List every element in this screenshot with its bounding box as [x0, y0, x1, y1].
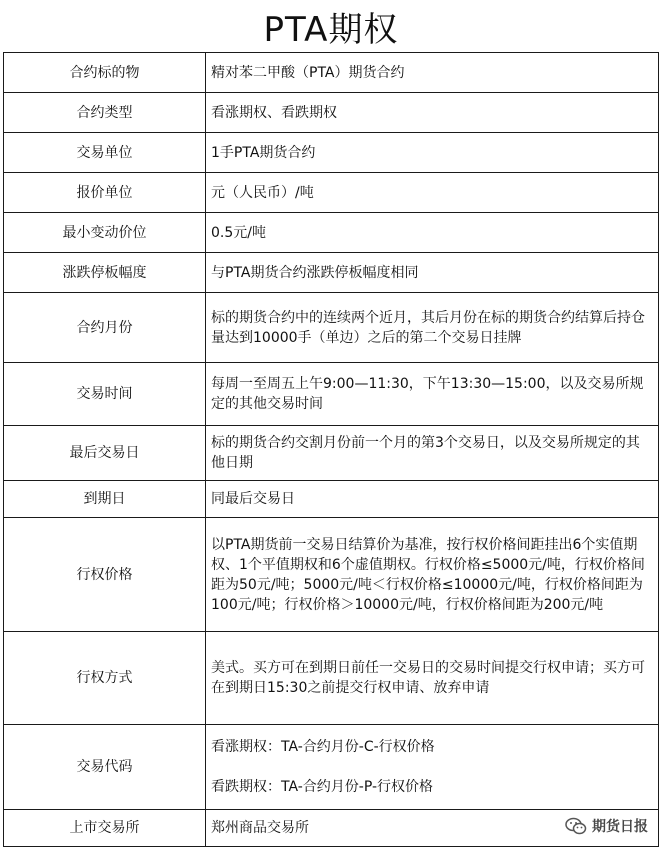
row-value: 标的期货合约交割月份前一个月的第3个交易日，以及交易所规定的其他日期 [206, 426, 659, 481]
table-row [4, 518, 659, 632]
row-value: 0.5元/吨 [206, 213, 659, 253]
row-label: 行权方式 [4, 632, 206, 725]
table-row [4, 293, 659, 363]
row-value: 看涨期权、看跌期权 [206, 93, 659, 133]
row-value: 同最后交易日 [206, 481, 659, 518]
row-value: 郑州商品交易所 [206, 810, 659, 847]
row-label: 行权价格 [4, 518, 206, 632]
row-value: 1手PTA期货合约 [206, 133, 659, 173]
row-value: 以PTA期货前一交易日结算价为基准，按行权价格间距挂出6个实值期权、1个平值期权和6个虚值期权。行权价格≤5000元/吨，行权价格间距为50元/吨；5000元/吨＜行权价格≤10000元/吨，行权价格间距为100元/吨；行权价格＞10000元/吨，行权价格间距为200元/吨 [206, 518, 659, 632]
table-row [4, 133, 659, 173]
table-row [4, 173, 659, 213]
row-label: 最小变动价位 [4, 213, 206, 253]
table-row [4, 632, 659, 725]
row-value: 与PTA期货合约涨跌停板幅度相同 [206, 253, 659, 293]
table-row [4, 213, 659, 253]
call-code-text: 看涨期权：TA-合约月份-C-行权价格 [211, 739, 435, 755]
table-row [4, 363, 659, 426]
wechat-icon [565, 817, 587, 835]
table-row [4, 810, 659, 847]
table-row [4, 253, 659, 293]
row-label: 交易单位 [4, 133, 206, 173]
row-label: 上市交易所 [4, 810, 206, 847]
table-row [4, 93, 659, 133]
row-label: 交易代码 [4, 725, 206, 810]
table-row [4, 481, 659, 518]
table-row [4, 426, 659, 481]
table-row [4, 725, 659, 810]
row-value [206, 725, 659, 810]
contract-spec-table [3, 52, 659, 847]
row-label: 合约类型 [4, 93, 206, 133]
row-label: 交易时间 [4, 363, 206, 426]
row-value: 美式。买方可在到期日前任一交易日的交易时间提交行权申请；买方可在到期日15:30之前提交行权申请、放弃申请 [206, 632, 659, 725]
table-row [4, 53, 659, 93]
row-label: 最后交易日 [4, 426, 206, 481]
row-label: 到期日 [4, 481, 206, 518]
row-label: 合约月份 [4, 293, 206, 363]
put-code-text: 看跌期权：TA-合约月份-P-行权价格 [211, 779, 434, 795]
row-label: 报价单位 [4, 173, 206, 213]
page-title: PTA期权 [263, 9, 399, 50]
row-value: 元（人民币）/吨 [206, 173, 659, 213]
row-value: 每周一至周五上午9:00—11:30，下午13:30—15:00，以及交易所规定的其他交易时间 [206, 363, 659, 426]
watermark-text: 期货日报 [592, 819, 648, 835]
watermark [565, 816, 648, 836]
row-label: 合约标的物 [4, 53, 206, 93]
row-label: 涨跌停板幅度 [4, 253, 206, 293]
row-value: 精对苯二甲酸（PTA）期货合约 [206, 53, 659, 93]
row-value: 标的期货合约中的连续两个近月，其后月份在标的期货合约结算后持仓量达到10000手（单边）之后的第二个交易日挂牌 [206, 293, 659, 363]
